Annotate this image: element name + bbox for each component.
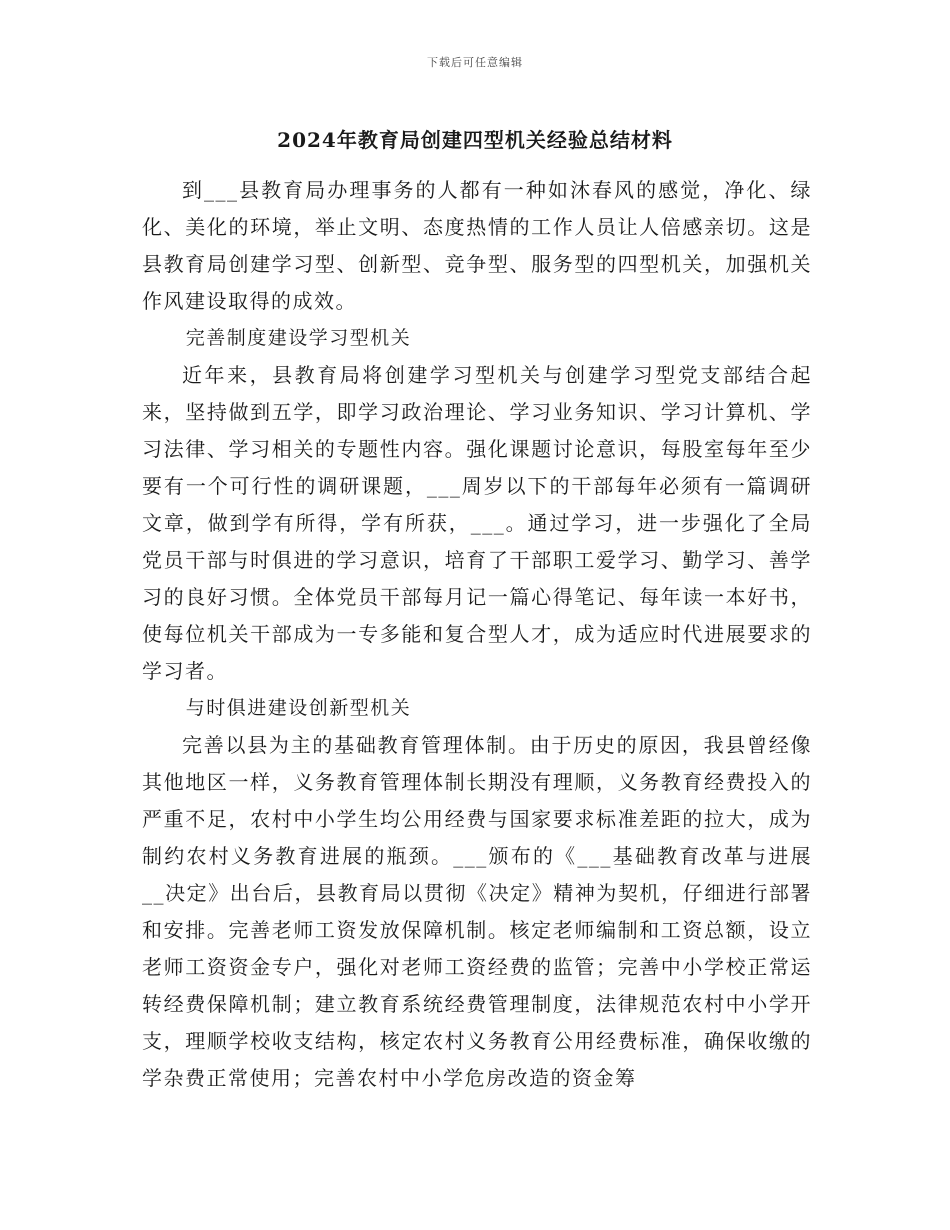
intro-paragraph: 到___县教育局办理事务的人都有一种如沐春风的感觉，净化、绿化、美化的环境，举止文明、态度热情的工作人员让人倍感亲切。这是县教育局创建学习型、创新型、竞争型、服务型的四型机关，加强机关作风建设取得的成效。 — [142, 178, 812, 313]
header-note: 下载后可任意编辑 — [427, 56, 523, 69]
document-body — [142, 172, 812, 1097]
document-title: 2024年教育局创建四型机关经验总结材料 — [277, 128, 673, 152]
section-heading-learning: 完善制度建设学习型机关 — [185, 327, 412, 349]
section-heading-innovation: 与时俱进建设创新型机关 — [185, 697, 412, 719]
learning-paragraph: 近年来，县教育局将创建学习型机关与创建学习型党支部结合起来，坚持做到五学，即学习政治理论、学习业务知识、学习计算机、学习法律、学习相关的专题性内容。强化课题讨论意识，每股室每年至少要有一个可行性的调研课题，___周岁以下的干部每年必须有一篇调研文章，做到学有所得，学有所获，___。通过学习，进一步强化了全局党员干部与时俱进的学习意识，培育了干部职工爱学习、勤学习、善学习的良好习惯。全体党员干部每月记一篇心得笔记、每年读一本好书，使每位机关干部成为一专多能和复合型人才，成为适应时代进展要求的学习者。 — [142, 363, 812, 683]
innovation-paragraph: 完善以县为主的基础教育管理体制。由于历史的原因，我县曾经像其他地区一样，义务教育管理体制长期没有理顺，义务教育经费投入的严重不足，农村中小学生均公用经费与国家要求标准差距的拉大，成为制约农村义务教育进展的瓶颈。___颁布的《___基础教育改革与进展__决定》出台后，县教育局以贯彻《决定》精神为契机，仔细进行部署和安排。完善老师工资发放保障机制。核定老师编制和工资总额，设立老师工资资金专户，强化对老师工资经费的监管；完善中小学校正常运转经费保障机制；建立教育系统经费管理制度，法律规范农村中小学开支，理顺学校收支结构，核定农村义务教育公用经费标准，确保收缴的学杂费正常使用；完善农村中小学危房改造的资金筹 — [142, 733, 812, 1090]
